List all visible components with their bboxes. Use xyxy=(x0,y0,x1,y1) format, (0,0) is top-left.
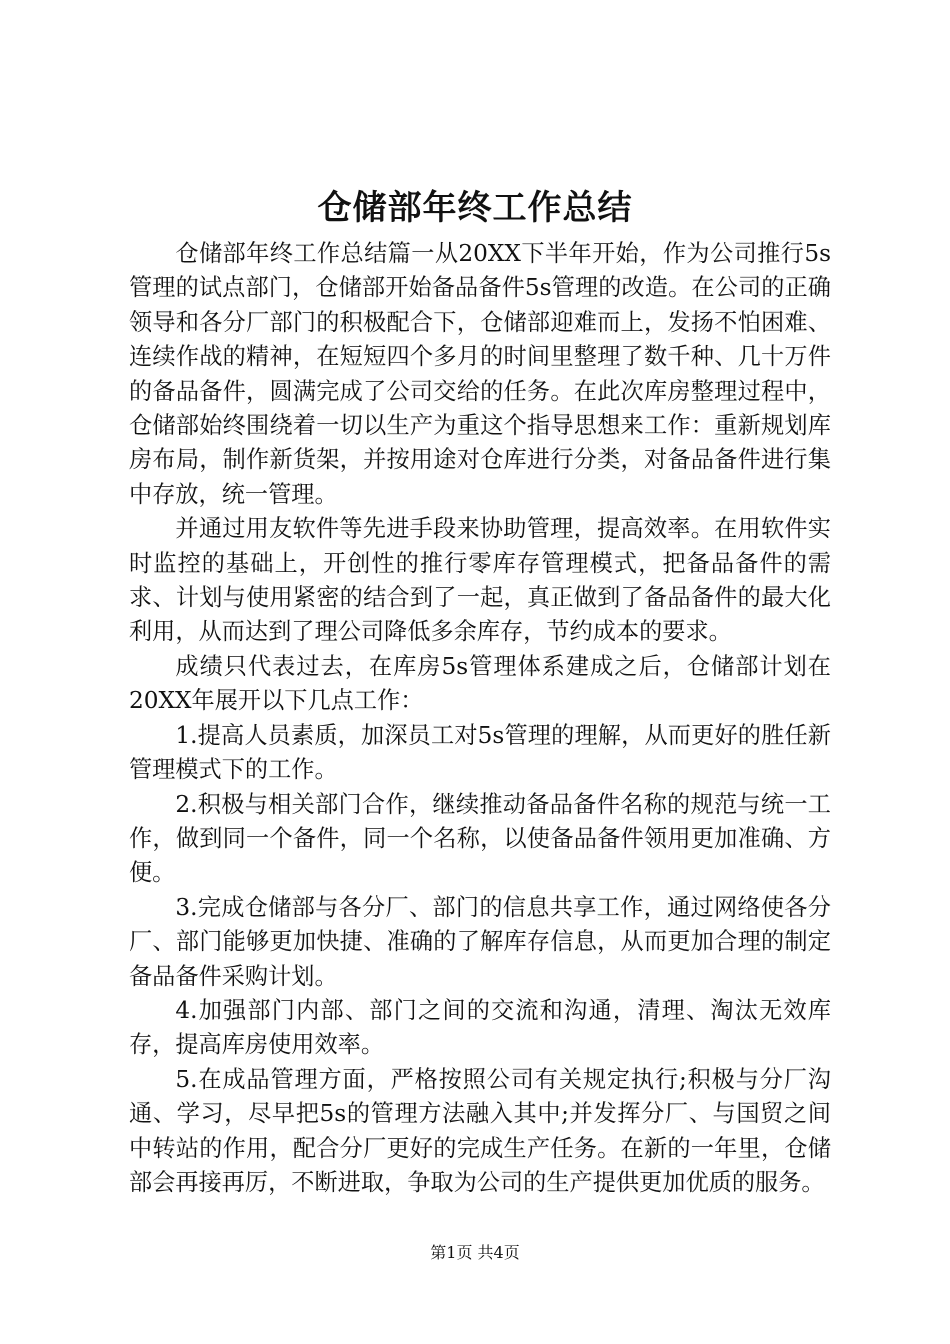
body-paragraph: 并通过用友软件等先进手段来协助管理，提高效率。在用软件实时监控的基础上，开创性的推行零库存管理模式，把备品备件的需求、计划与使用紧密的结合到了一起，真正做到了备品备件的最大化利用，从而达到了理公司降低多余库存，节约成本的要求。 xyxy=(129,515,831,646)
document-body xyxy=(129,237,831,1200)
list-item-3: 3.完成仓储部与各分厂、部门的信息共享工作，通过网络使各分厂、部门能够更加快捷、准确的了解库存信息，从而更加合理的制定备品备件采购计划。 xyxy=(129,893,831,990)
list-item-5: 5.在成品管理方面，严格按照公司有关规定执行;积极与分厂沟通、学习，尽早把5s的管理方法融入其中;并发挥分厂、与国贸之间中转站的作用，配合分厂更好的完成生产任务。在新的一年里，仓储部会再接再厉，不断进取，争取为公司的生产提供更加优质的服务。 xyxy=(129,1065,831,1196)
body-paragraph: 仓储部年终工作总结篇一从20XX下半年开始，作为公司推行5s管理的试点部门，仓储部开始备品备件5s管理的改造。在公司的正确领导和各分厂部门的积极配合下，仓储部迎难而上，发扬不怕困难、连续作战的精神，在短短四个多月的时间里整理了数千种、几十万件的备品备件，圆满完成了公司交给的任务。在此次库房整理过程中，仓储部始终围绕着一切以生产为重这个指导思想来工作：重新规划库房布局，制作新货架，并按用途对仓库进行分类，对备品备件进行集中存放，统一管理。 xyxy=(129,240,831,508)
list-item-1: 1.提高人员素质，加深员工对5s管理的理解，从而更好的胜任新管理模式下的工作。 xyxy=(129,721,831,784)
body-paragraph: 成绩只代表过去，在库房5s管理体系建成之后，仓储部计划在20XX年展开以下几点工作： xyxy=(129,652,831,715)
list-item-4: 4.加强部门内部、部门之间的交流和沟通，清理、淘汰无效库存，提高库房使用效率。 xyxy=(129,996,831,1059)
document-title: 仓储部年终工作总结 xyxy=(317,188,633,228)
list-item-2: 2.积极与相关部门合作，继续推动备品备件名称的规范与统一工作，做到同一个备件，同一个名称，以使备品备件领用更加准确、方便。 xyxy=(129,790,831,887)
page-number-footer: 第1页 共4页 xyxy=(430,1243,520,1262)
